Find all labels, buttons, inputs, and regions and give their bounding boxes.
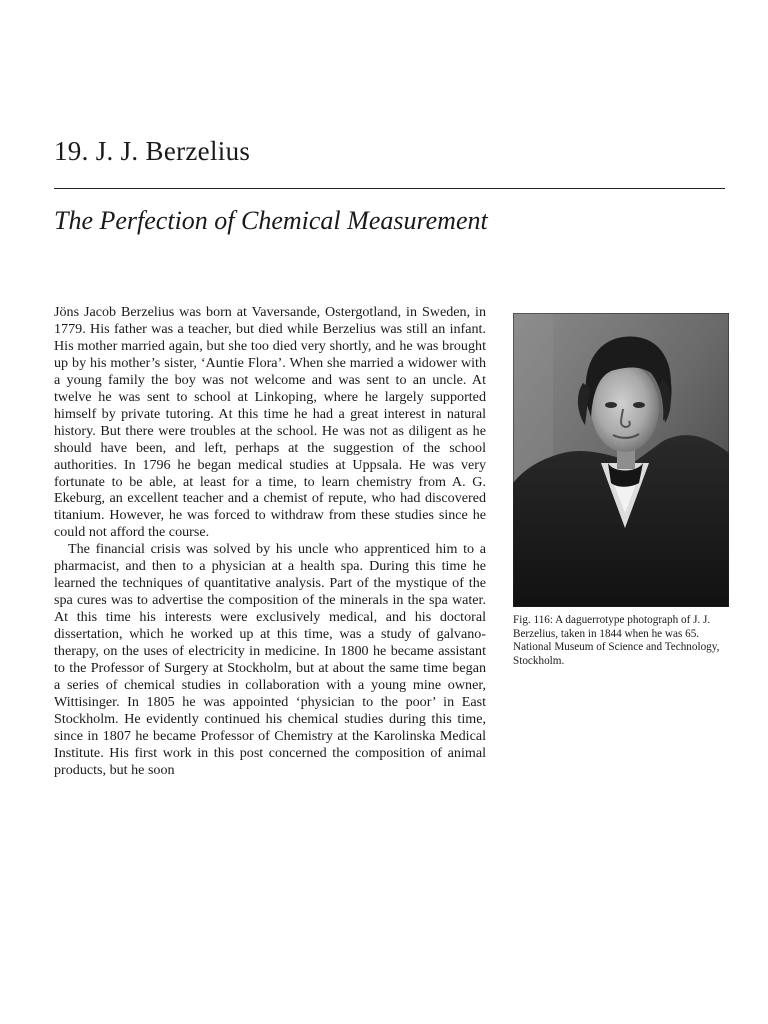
body-text bbox=[54, 304, 486, 779]
body-paragraph-2: The financial crisis was solved by his uncle who apprenticed him to a pharmacist, and then to a physician at a health spa. During this time he learned the techniques of quantitative analysis. Part of the mystique of the spa cures was to advertise the composition of the minerals in the spa water. At this time his interests were exclusively medical, and his doctoral dissertation, which he worked up at this time, was a study of galvano-therapy, on the uses of electricity in medicine. In 1800 he became assistant to the Professor of Surgery at Stockholm, but at about the same time began a series of chemical studies in collaboration with a young mine owner, Wittisinger. In 1805 he was appointed ‘physician to the poor’ in East Stockholm. He evidently continued his chemical studies during this time, since in 1807 he became Professor of Chemistry at the Karolinska Medical Institute. His first work in this post concerned the composition of animal products, but he soon bbox=[54, 541, 486, 778]
chapter-heading: 19. J. J. Berzelius bbox=[54, 136, 251, 166]
body-paragraph-1: Jöns Jacob Berzelius was born at Vaversande, Ostergotland, in Sweden, in 1779. His father was a teacher, but died while Berzelius was still an infant. His mother married again, but she too died very shortly, and he was brought up by his mother’s sister, ‘Auntie Flora’. When she married a widower with a young family the boy was not welcome and was sent to an uncle. At twelve he was sent to school at Linkoping, where he largely supported himself by private tutoring. At this time he had a great interest in natural history. But there were troubles at the school. He was not as diligent as he should have been, and left, perhaps at the suggestion of the school authorities. In 1796 he began medical studies at Uppsala. He was very fortunate to be able, at least for a time, to learn chemistry from A. G. Ekeburg, an excellent teacher and a chemist of repute, who had discovered titanium. However, he was forced to withdraw from these studies since he could not afford the course. bbox=[54, 304, 486, 541]
portrait-illustration bbox=[513, 313, 729, 607]
heading-divider bbox=[54, 188, 725, 189]
portrait-photograph bbox=[513, 313, 729, 607]
chapter-subtitle: The Perfection of Chemical Measurement bbox=[54, 206, 488, 235]
figure-caption: Fig. 116: A daguerrotype photograph of J. J. Berzelius, taken in 1844 when he was 65. National Museum of Science and Technology, Stockholm. bbox=[513, 614, 720, 667]
